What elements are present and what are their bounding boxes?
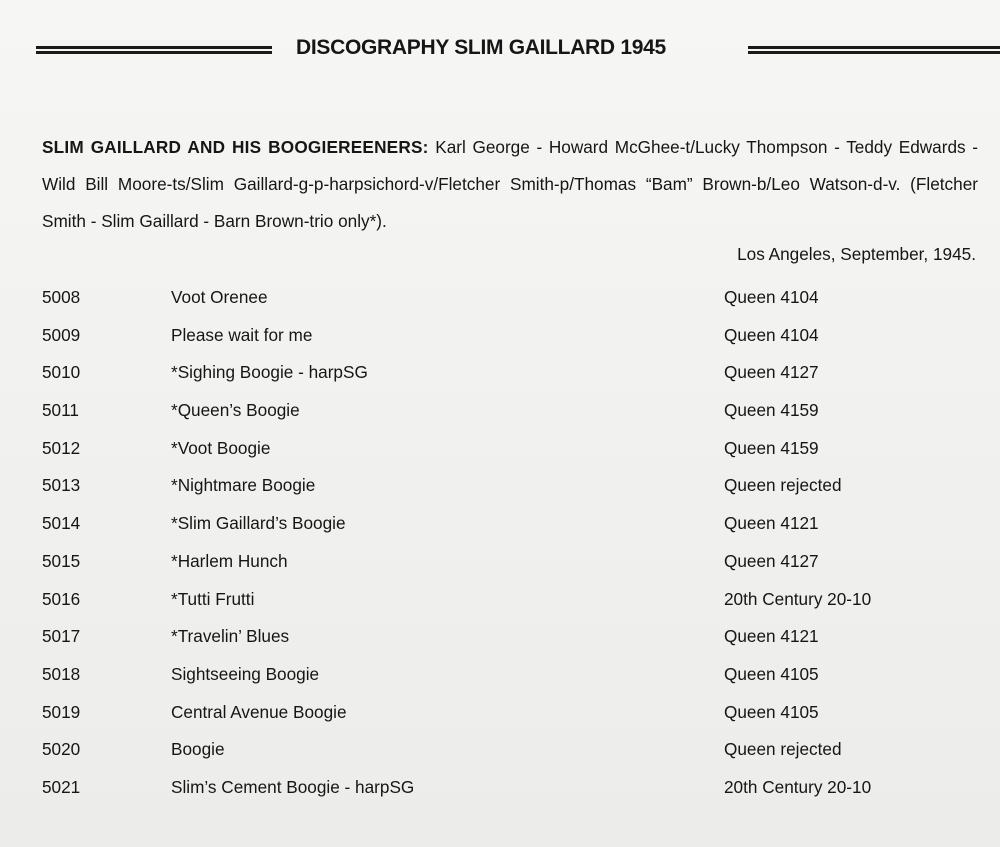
track-row bbox=[0, 508, 1000, 546]
track-row bbox=[0, 584, 1000, 622]
record-label: Queen 4121 bbox=[724, 513, 819, 534]
track-row bbox=[0, 320, 1000, 358]
record-label: Queen 4104 bbox=[724, 287, 819, 307]
track-title: Sightseeing Boogie bbox=[171, 663, 320, 684]
track-row bbox=[0, 772, 1000, 810]
left-double-rule bbox=[36, 46, 272, 54]
matrix-number: 5011 bbox=[42, 400, 79, 421]
matrix-number: 5014 bbox=[42, 513, 81, 534]
track-row bbox=[0, 621, 1000, 659]
track-row bbox=[0, 546, 1000, 584]
page-title: DISCOGRAPHY SLIM GAILLARD 1945 bbox=[296, 36, 666, 59]
track-title: Slim’s Cement Boogie - harpSG bbox=[171, 776, 415, 797]
matrix-number: 5018 bbox=[42, 663, 81, 684]
track-row bbox=[0, 357, 1000, 395]
track-list bbox=[0, 282, 1000, 810]
track-title: Central Avenue Boogie bbox=[171, 701, 347, 722]
matrix-number: 5012 bbox=[42, 437, 81, 458]
matrix-number: 5015 bbox=[42, 550, 81, 571]
matrix-number: 5020 bbox=[42, 739, 81, 760]
track-title: Please wait for me bbox=[171, 324, 313, 345]
matrix-number: 5019 bbox=[42, 701, 81, 722]
track-title: *Sighing Boogie - harpSG bbox=[171, 362, 368, 383]
right-double-rule bbox=[748, 46, 1000, 54]
matrix-number: 5016 bbox=[42, 588, 81, 609]
record-label: Queen 4159 bbox=[724, 437, 819, 458]
matrix-number: 5017 bbox=[42, 626, 81, 647]
matrix-number: 5021 bbox=[42, 776, 81, 797]
track-title: Boogie bbox=[171, 739, 225, 760]
record-label: 20th Century 20-10 bbox=[724, 588, 872, 609]
matrix-number: 5008 bbox=[42, 287, 81, 307]
record-label: Queen 4104 bbox=[724, 324, 819, 345]
track-row bbox=[0, 282, 1000, 320]
matrix-number: 5009 bbox=[42, 324, 81, 345]
track-row bbox=[0, 470, 1000, 508]
record-label: Queen 4121 bbox=[724, 626, 819, 647]
band-name: SLIM GAILLARD AND HIS BOOGIEREENERS: bbox=[42, 137, 429, 157]
track-row bbox=[0, 433, 1000, 471]
track-title: Voot Orenee bbox=[171, 287, 268, 307]
record-label: Queen 4127 bbox=[724, 362, 819, 383]
track-title: *Tutti Frutti bbox=[171, 588, 255, 609]
track-title: *Nightmare Boogie bbox=[171, 475, 316, 496]
track-row bbox=[0, 734, 1000, 772]
record-label: 20th Century 20-10 bbox=[724, 776, 872, 797]
track-row bbox=[0, 697, 1000, 735]
track-title: *Voot Boogie bbox=[171, 437, 271, 458]
record-label: Queen rejected bbox=[724, 739, 842, 760]
track-row bbox=[0, 395, 1000, 433]
matrix-number: 5010 bbox=[42, 362, 81, 383]
record-label: Queen 4105 bbox=[724, 663, 819, 684]
record-label: Queen 4105 bbox=[724, 701, 819, 722]
personnel-paragraph bbox=[42, 129, 978, 240]
track-title: *Harlem Hunch bbox=[171, 550, 288, 571]
record-label: Queen 4127 bbox=[724, 550, 819, 571]
record-label: Queen rejected bbox=[724, 475, 842, 496]
discography-header bbox=[0, 34, 1000, 74]
track-title: *Slim Gaillard’s Boogie bbox=[171, 513, 346, 534]
musicians-list: Karl George - Howard McGhee-t/Lucky Thompson - Teddy Edwards - Wild Bill Moore-ts/Slim Gaillard-g-p-harpsichord-v/Fletcher Smith-p/Thomas “Bam” Brown-b/Leo Watson-d-v. (Fletcher Smith - Slim Gaillard - Barn Brown-trio only*). bbox=[42, 137, 978, 231]
track-row bbox=[0, 659, 1000, 697]
matrix-number: 5013 bbox=[42, 475, 81, 496]
track-title: *Travelin’ Blues bbox=[171, 626, 290, 647]
track-title: *Queen’s Boogie bbox=[171, 400, 300, 421]
record-label: Queen 4159 bbox=[724, 400, 819, 421]
session-location-date: Los Angeles, September, 1945. bbox=[737, 244, 976, 264]
